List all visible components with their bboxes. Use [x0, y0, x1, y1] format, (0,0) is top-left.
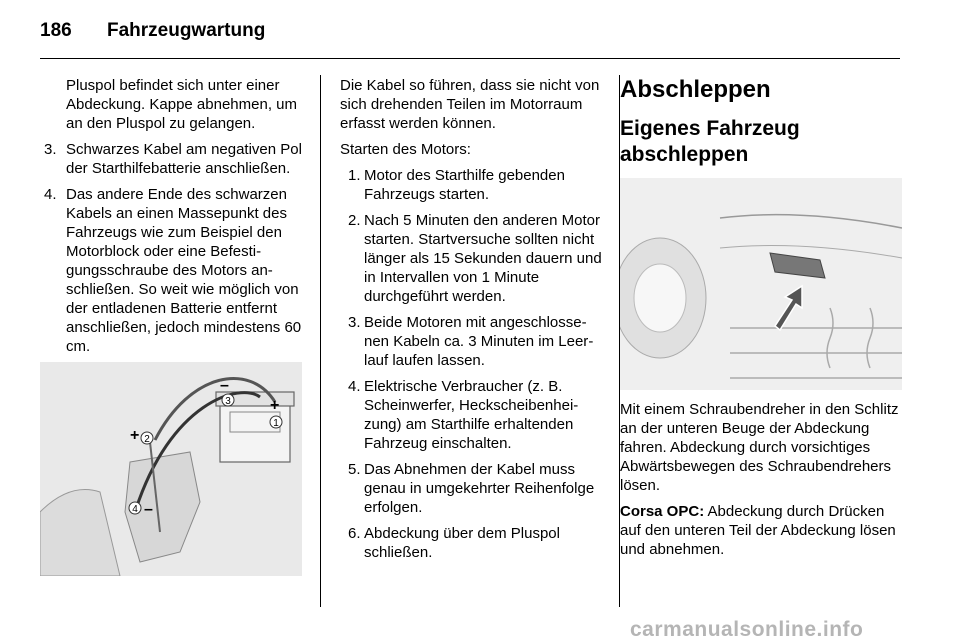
- page-header: [40, 20, 265, 42]
- subsection-heading: Eigenes Fahrzeug abschleppen: [620, 117, 800, 166]
- list-item-number: 4.: [348, 378, 361, 395]
- opc-paragraph: [620, 502, 902, 559]
- section-heading: Abschleppen: [620, 76, 771, 103]
- list-item-number: 3.: [348, 314, 361, 331]
- list-item-number: 3.: [44, 141, 57, 158]
- column-2: [340, 76, 604, 569]
- engine-start-steps-list: [340, 166, 604, 562]
- list-item-text: Elektrische Verbraucher (z. B. Scheinwerfer, Heckscheibenheizung) am Starthilfe erhaltenden Fahrzeug einschalten.: [364, 378, 579, 452]
- towing-instructions: [620, 400, 902, 566]
- tow-eye-cover-illustration: [620, 178, 902, 390]
- list-item-number: 6.: [348, 525, 361, 542]
- column-divider-1: [320, 75, 321, 607]
- list-item-text: Schwarzes Kabel am negativen Pol der Starthilfebatterie anschließen.: [66, 141, 302, 177]
- jumpstart-illustration: [40, 362, 302, 576]
- list-item-number: 4.: [44, 186, 57, 203]
- list-item-text: Nach 5 Minuten den anderen Motor starten. Startversuche sollten nicht länger als 15 Sekunden dauern und in Intervallen von 1 Minute durchgeführt werden.: [364, 212, 602, 305]
- starting-lead: Starten des Motors:: [340, 141, 471, 158]
- list-item-number: 5.: [348, 461, 361, 478]
- list-item-text: Das andere Ende des schwarzen Kabels an einen Massepunkt des Fahrzeugs wie zum Beispiel den Motorblock oder eine Befestigungsschraube des Motors anschließen. So weit wie möglich von der entladenen Batterie entfernt anschließen, jedoch mindestens 60 cm.: [66, 186, 302, 355]
- list-item-text: Motor des Starthilfe gebenden Fahrzeugs starten.: [364, 167, 565, 203]
- engine-bay-drawing: [40, 362, 302, 576]
- list-item: [340, 211, 604, 306]
- illustration-label-4: 4: [132, 504, 138, 515]
- cable-routing-text: Die Kabel so führen, dass sie nicht von sich drehenden Teilen im Motorraum erfasst werden können.: [340, 77, 600, 132]
- column-1: [40, 76, 304, 363]
- continuation-text: Pluspol befindet sich unter einer Abdeckung. Kappe abnehmen, um an den Pluspol zu gelangen.: [66, 77, 297, 132]
- page-title: Fahrzeugwartung: [106, 20, 266, 41]
- list-item: [340, 313, 604, 370]
- minus-sign-vehicle: –: [144, 501, 153, 518]
- illustration-label-1: 1: [273, 418, 279, 429]
- list-item: [340, 377, 604, 453]
- list-item: [40, 185, 304, 356]
- illustration-label-3: 3: [225, 396, 231, 407]
- minus-sign-battery: –: [220, 377, 229, 394]
- illustration-label-2: 2: [144, 434, 150, 445]
- list-item-text: Abdeckung über dem Pluspol schließen.: [364, 525, 560, 561]
- list-item: [340, 524, 604, 562]
- plus-sign-battery: +: [270, 397, 280, 414]
- towing-paragraph: Mit einem Schraubendreher in den Schlitz an der unteren Beuge der Abdeckung fahren. Abdeckung durch vorsichtiges Abwärtsbewegen des Schraubendrehers lösen.: [620, 401, 899, 494]
- watermark: carmanualsonline.info: [630, 618, 864, 641]
- header-rule: [40, 58, 900, 59]
- list-item-number: 2.: [348, 212, 361, 229]
- list-item: [340, 460, 604, 517]
- list-item: [40, 140, 304, 178]
- opc-label: Corsa OPC:: [620, 503, 705, 520]
- opc-text: Abdeckung durch Drücken auf den unteren Teil der Abdeckung lösen und abnehmen.: [620, 503, 896, 558]
- page-number: 186: [40, 20, 72, 41]
- list-item-number: 1.: [348, 167, 361, 184]
- list-item-text: Beide Motoren mit angeschlossenen Kabeln ca. 3 Minuten im Leerlauf laufen lassen.: [364, 314, 594, 369]
- bumper-drawing: [620, 178, 902, 390]
- plus-sign-vehicle: +: [130, 427, 140, 444]
- list-item-text: Das Abnehmen der Kabel muss genau in umgekehrter Reihenfolge erfolgen.: [364, 461, 595, 516]
- list-item: [340, 166, 604, 204]
- jumpstart-steps-list: [40, 140, 304, 356]
